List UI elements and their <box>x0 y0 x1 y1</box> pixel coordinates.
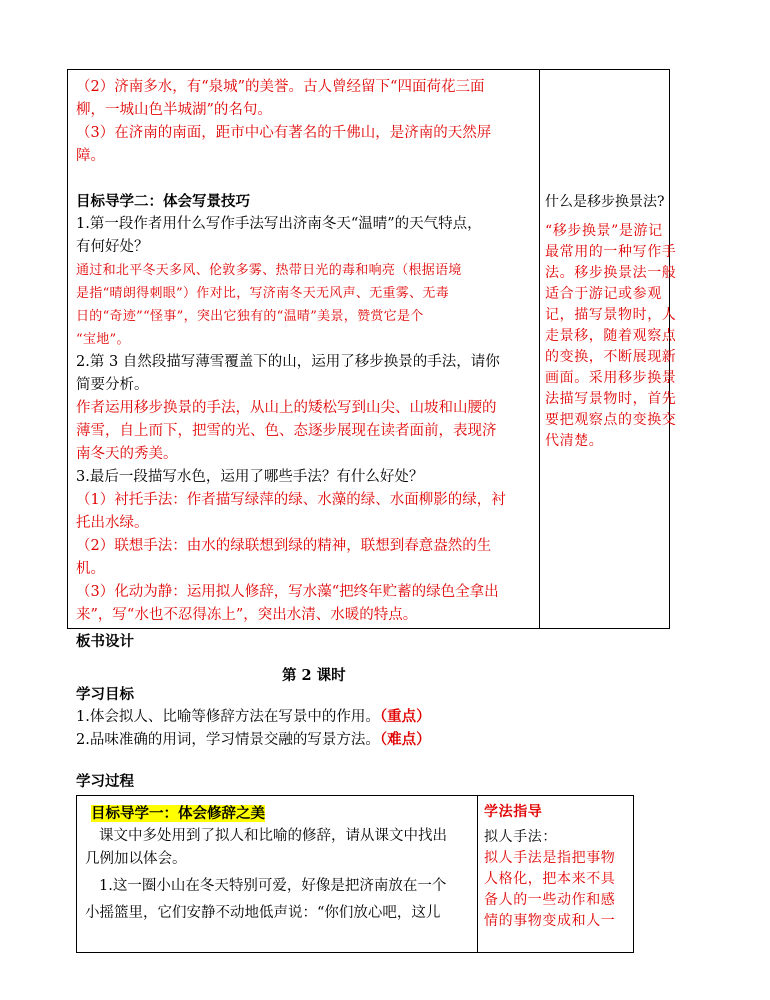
body-line: 几例加以体会。 <box>85 851 187 867</box>
section-heading <box>85 802 470 825</box>
text-line: 托出水绿。 <box>76 515 149 531</box>
column-divider <box>477 796 478 952</box>
section-heading: 目标导学二：体会写景技巧 <box>76 193 250 210</box>
board-design-heading: 板书设计 <box>76 633 134 650</box>
text-line: （3）在济南的南面，距市中心有著名的千佛山，是济南的天然屏 <box>76 125 492 141</box>
goal-item-1 <box>76 707 431 727</box>
spacer <box>76 168 532 190</box>
text-line: （3）化动为静：运用拟人修辞，写水藻“把终年贮蓄的绿色全拿出 <box>76 584 499 600</box>
text-line: （2）济南多水，有“泉城”的美誉。古人曾经留下“四面荷花三面 <box>76 79 485 95</box>
tip-line: 代清楚。 <box>545 433 604 449</box>
tip-line: 画面。采用移步换景 <box>545 370 677 386</box>
lesson-title: 第 2 课时 <box>282 667 346 684</box>
lesson-table-2 <box>76 795 634 953</box>
text-line: 简要分析。 <box>76 377 149 393</box>
text-line: 是指“晴朗得刺眼”）作对比，写济南冬天无风声、无重雾、无毒 <box>76 286 449 301</box>
tip-line: 法描写景物时，首先 <box>545 391 677 407</box>
goal-text: 1.体会拟人、比喻等修辞方法在写景中的作用。 <box>76 709 380 725</box>
text-line: 有何好处？ <box>76 239 149 255</box>
method-line: 情的事物变成和人一 <box>484 913 616 929</box>
text-line: 3.最后一段描写水色，运用了哪些手法？有什么好处？ <box>76 469 424 485</box>
text-line: 日的“奇迹”“怪事”，突出它独有的“温晴”美景，赞赏它是个 <box>76 309 424 324</box>
method-line: 拟人手法是指把事物 <box>484 850 616 866</box>
goal-tag: （重点） <box>379 708 431 725</box>
right-column <box>484 802 629 932</box>
method-line: 备人的一些动作和感 <box>484 892 616 908</box>
right-column <box>545 192 677 452</box>
method-heading: 学法指导 <box>484 804 543 820</box>
tip-body <box>545 221 677 452</box>
tip-line: 要把观察点的变换交 <box>545 412 677 428</box>
tip-line: 最常用的一种写作手 <box>545 244 677 260</box>
method-line: 人格化，把本来不具 <box>484 871 616 887</box>
left-column <box>85 802 470 925</box>
goal-text: 2.品味准确的用词，学习情景交融的写景方法。 <box>76 732 380 748</box>
column-divider <box>539 70 540 628</box>
text-line: 2.第 3 自然段描写薄雪覆盖下的山，运用了移步换景的手法，请你 <box>76 354 500 370</box>
text-line: 作者运用移步换景的手法，从山上的矮松写到山尖、山坡和山腰的 <box>76 400 497 416</box>
text-line: （2）联想手法：由水的绿联想到绿的精神，联想到春意盎然的生 <box>76 538 492 554</box>
body-line: 1.这一圈小山在冬天特别可爱，好像是把济南放在一个 <box>99 878 447 894</box>
highlighted-heading: 目标导学一：体会修辞之美 <box>91 805 265 822</box>
body-line: 课文中多处用到了拟人和比喻的修辞，请从课文中找出 <box>99 828 447 844</box>
tip-line: “移步换景”是游记 <box>545 223 663 239</box>
text-line: 机。 <box>76 561 105 577</box>
tip-line: 记，描写景物时，人 <box>545 307 677 323</box>
text-line: 南冬天的秀美。 <box>76 446 178 462</box>
tip-line: 的变换，不断展现新 <box>545 349 677 365</box>
text-line: 障。 <box>76 148 105 164</box>
goal-item-2 <box>76 730 431 750</box>
process-heading: 学习过程 <box>76 773 134 790</box>
lesson-table-1 <box>67 69 677 629</box>
text-line: 1.第一段作者用什么写作手法写出济南冬天“温晴”的天气特点， <box>76 216 482 232</box>
text-line: 薄雪，自上而下，把雪的光、色、态逐步展现在读者面前，表现济 <box>76 423 497 439</box>
tip-line: 法。移步换景法一般 <box>545 265 677 281</box>
method-sub: 拟人手法： <box>484 829 557 845</box>
text-line: 柳，一城山色半城湖”的名句。 <box>76 102 272 118</box>
goals-heading: 学习目标 <box>76 686 134 703</box>
goal-tag: （难点） <box>379 731 431 748</box>
text-line: “宝地”。 <box>76 332 130 347</box>
tip-line: 走景移，随着观察点 <box>545 328 677 344</box>
text-line: 通过和北平冬天多风、伦敦多雾、热带日光的毒和响亮（根据语境 <box>76 263 462 278</box>
left-column <box>76 76 532 627</box>
text-line: 来”，写“水也不忍得冻上”，突出水清、水暖的特点。 <box>76 607 418 623</box>
body-line: 小摇篮里，它们安静不动地低声说：“你们放心吧，这儿 <box>85 905 441 921</box>
text-line: （1）衬托手法：作者描写绿萍的绿、水藻的绿、水面柳影的绿，衬 <box>76 492 506 508</box>
tip-heading: 什么是移步换景法? <box>545 194 665 210</box>
tip-line: 适合于游记或参观 <box>545 286 662 302</box>
